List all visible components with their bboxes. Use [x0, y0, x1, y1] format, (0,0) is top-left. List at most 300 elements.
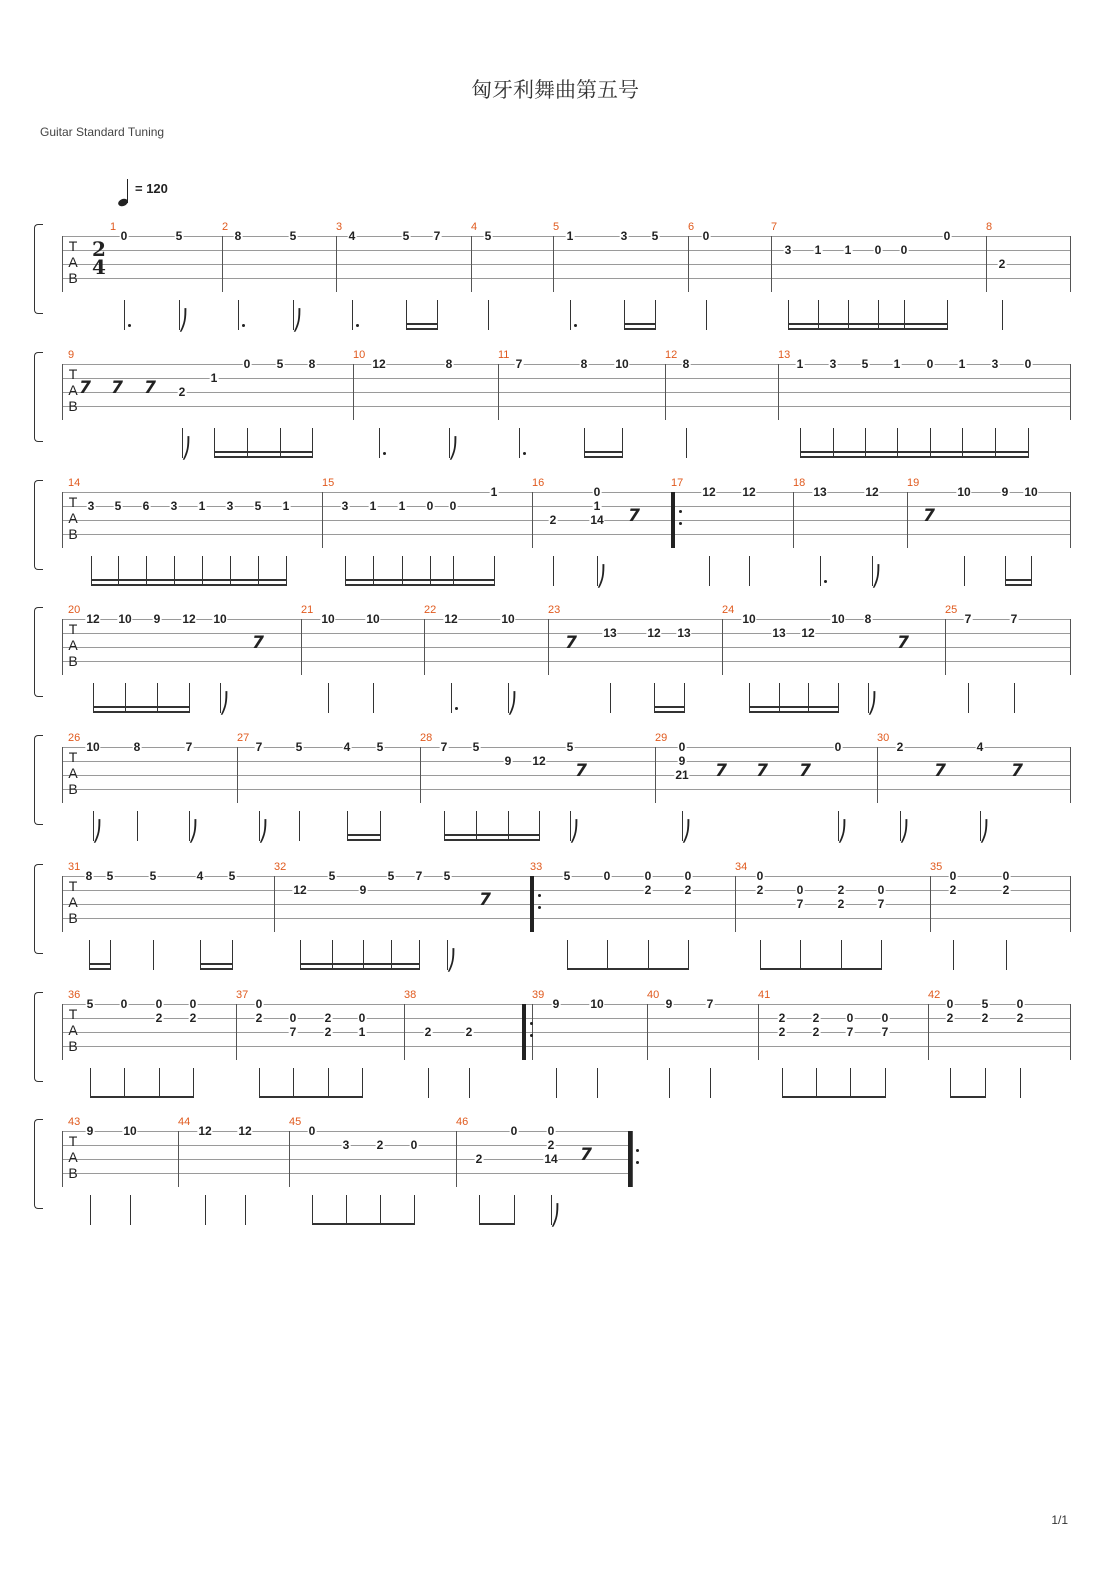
tab-system	[0, 350, 1110, 470]
measure-number: 11	[498, 349, 510, 361]
note-stem	[684, 683, 685, 713]
note-stem	[567, 940, 568, 970]
measure-number: 37	[236, 989, 249, 1001]
flag-icon: ⎠	[448, 436, 458, 460]
note-stem	[686, 428, 687, 458]
fret-number: 9	[86, 1124, 94, 1138]
bar-line	[632, 1131, 633, 1187]
note-stem	[93, 683, 94, 713]
note-stem	[238, 300, 239, 330]
fret-number: 0	[426, 499, 434, 513]
tab-string-line	[62, 918, 1070, 919]
fret-number: 7	[1010, 612, 1018, 626]
flag-icon: ⎠	[181, 436, 191, 460]
beam	[347, 834, 381, 836]
fret-number: 10	[1024, 485, 1038, 499]
beam	[800, 456, 1029, 458]
rest-icon: 7	[575, 761, 587, 781]
tuning-label: Guitar Standard Tuning	[40, 125, 165, 139]
tab-clef-letter: B	[68, 1165, 78, 1181]
bar-line	[404, 1004, 405, 1060]
measure-number: 41	[758, 989, 771, 1001]
measure-number: 38	[404, 989, 417, 1001]
tab-clef-letter: B	[68, 526, 78, 542]
note-stem	[110, 940, 111, 970]
fret-number: 1	[814, 243, 822, 257]
note-stem	[655, 300, 656, 330]
tab-clef-letter: T	[68, 621, 78, 637]
note-stem	[451, 683, 452, 713]
note-stem	[841, 940, 842, 970]
fret-number: 2	[812, 1025, 820, 1039]
repeat-dot	[530, 1022, 533, 1025]
rest-icon: 7	[1011, 761, 1023, 781]
bar-line	[336, 236, 337, 292]
note-stem	[808, 683, 809, 713]
note-stem	[430, 556, 431, 586]
fret-number: 7	[185, 740, 193, 754]
duration-dot	[523, 452, 526, 455]
fret-number: 0	[678, 740, 686, 754]
bar-line	[877, 747, 878, 803]
repeat-bar	[628, 1131, 632, 1187]
fret-number: 5	[402, 229, 410, 243]
time-signature-top: 2	[92, 237, 106, 261]
beam	[749, 706, 839, 708]
tab-clef	[66, 1006, 80, 1054]
note-stem	[402, 556, 403, 586]
fret-number: 1	[198, 499, 206, 513]
note-stem	[848, 300, 849, 330]
measure-number: 19	[907, 477, 920, 489]
fret-number: 5	[228, 869, 236, 883]
fret-number: 0	[846, 1011, 854, 1025]
note-stem	[146, 556, 147, 586]
measure-number: 31	[68, 861, 81, 873]
fret-number: 3	[991, 357, 999, 371]
note-stem	[749, 556, 750, 586]
note-stem	[258, 556, 259, 586]
measure-number: 36	[68, 989, 81, 1001]
beam	[444, 839, 540, 841]
fret-number: 7	[415, 869, 423, 883]
fret-number: 7	[796, 897, 804, 911]
measure-number: 26	[68, 732, 81, 744]
note-stem	[818, 300, 819, 330]
note-stem	[124, 300, 125, 330]
note-stem	[607, 940, 608, 970]
fret-number: 12	[647, 626, 661, 640]
duration-dot	[383, 452, 386, 455]
note-stem	[760, 940, 761, 970]
note-stem	[833, 428, 834, 458]
measure-number: 8	[986, 221, 993, 233]
tab-string-line	[62, 506, 1070, 507]
beam	[345, 579, 495, 581]
fret-number: 10	[590, 997, 604, 1011]
repeat-bar	[530, 876, 534, 932]
fret-number: 12	[293, 883, 307, 897]
system-start-bar	[62, 1004, 63, 1060]
system-brace	[34, 224, 43, 314]
note-stem	[379, 428, 380, 458]
repeat-bar	[522, 1004, 526, 1060]
beam	[584, 451, 623, 453]
bar-line	[237, 747, 238, 803]
bar-line	[793, 492, 794, 548]
fret-number: 1	[282, 499, 290, 513]
measure-number: 24	[722, 604, 735, 616]
repeat-dot	[679, 522, 682, 525]
fret-number: 10	[213, 612, 227, 626]
duration-dot	[356, 324, 359, 327]
note-stem	[519, 428, 520, 458]
tab-clef-letter: B	[68, 781, 78, 797]
tab-clef-letter: A	[68, 382, 78, 398]
fret-number: 5	[387, 869, 395, 883]
note-stem	[373, 683, 374, 713]
measure-number: 34	[735, 861, 748, 873]
tab-system	[0, 1117, 1110, 1237]
note-stem	[539, 811, 540, 841]
note-stem	[950, 1068, 951, 1098]
tab-system	[0, 990, 1110, 1110]
beam	[345, 584, 495, 586]
bar-line	[498, 364, 499, 420]
beam	[91, 579, 287, 581]
tab-clef-letter: T	[68, 878, 78, 894]
measure-number: 46	[456, 1116, 469, 1128]
fret-number: 1	[593, 499, 601, 513]
duration-dot	[128, 324, 131, 327]
fret-number: 0	[796, 883, 804, 897]
fret-number: 2	[778, 1025, 786, 1039]
note-stem	[157, 683, 158, 713]
fret-number: 0	[1024, 357, 1032, 371]
fret-number: 3	[226, 499, 234, 513]
note-stem	[985, 1068, 986, 1098]
note-stem	[444, 811, 445, 841]
fret-number: 5	[651, 229, 659, 243]
fret-number: 2	[837, 897, 845, 911]
beam	[93, 706, 190, 708]
fret-number: 5	[484, 229, 492, 243]
beam	[624, 328, 656, 330]
repeat-dot	[636, 1149, 639, 1152]
bar-line	[1070, 492, 1071, 548]
measure-number: 3	[336, 221, 343, 233]
flag-icon: ⎠	[178, 308, 188, 332]
fret-number: 7	[515, 357, 523, 371]
bar-line	[778, 364, 779, 420]
fret-number: 10	[321, 612, 335, 626]
bar-line	[722, 619, 723, 675]
note-stem	[788, 300, 789, 330]
fret-number: 12	[238, 1124, 252, 1138]
measure-number: 12	[665, 349, 678, 361]
rest-icon: 7	[628, 506, 640, 526]
fret-number: 5	[106, 869, 114, 883]
note-stem	[362, 1068, 363, 1098]
tab-clef-letter: T	[68, 494, 78, 510]
fret-number: 0	[189, 997, 197, 1011]
note-stem	[91, 556, 92, 586]
note-stem	[205, 1195, 206, 1225]
measure-number: 39	[532, 989, 545, 1001]
note-stem	[193, 1068, 194, 1098]
note-stem	[1006, 940, 1007, 970]
fret-number: 0	[603, 869, 611, 883]
fret-number: 1	[796, 357, 804, 371]
tab-clef	[66, 1133, 80, 1181]
measure-number: 25	[945, 604, 958, 616]
fret-number: 2	[549, 513, 557, 527]
rest-icon: 7	[111, 378, 123, 398]
note-stem	[800, 428, 801, 458]
beam	[214, 456, 313, 458]
tab-system	[0, 733, 1110, 853]
fret-number: 3	[87, 499, 95, 513]
note-stem	[153, 940, 154, 970]
note-stem	[286, 556, 287, 586]
measure-number: 6	[688, 221, 695, 233]
note-stem	[782, 1068, 783, 1098]
fret-number: 5	[254, 499, 262, 513]
flag-icon: ⎠	[569, 819, 579, 843]
note-stem	[1031, 556, 1032, 586]
measure-number: 15	[322, 477, 335, 489]
note-stem	[654, 683, 655, 713]
bar-line	[688, 236, 689, 292]
fret-number: 3	[620, 229, 628, 243]
note-stem	[124, 1068, 125, 1098]
tab-system	[0, 222, 1110, 342]
note-stem	[508, 811, 509, 841]
note-stem	[200, 940, 201, 970]
beam	[300, 963, 420, 965]
fret-number: 0	[949, 869, 957, 883]
rest-icon: 7	[934, 761, 946, 781]
measure-number: 20	[68, 604, 81, 616]
fret-number: 0	[1002, 869, 1010, 883]
fret-number: 7	[877, 897, 885, 911]
note-stem	[968, 683, 969, 713]
beam	[91, 584, 287, 586]
note-stem	[189, 683, 190, 713]
fret-number: 10	[118, 612, 132, 626]
fret-number: 0	[900, 243, 908, 257]
system-start-bar	[62, 619, 63, 675]
fret-number: 5	[981, 997, 989, 1011]
measure-number: 33	[530, 861, 543, 873]
fret-number: 2	[475, 1152, 483, 1166]
measure-number: 30	[877, 732, 890, 744]
fret-number: 10	[615, 357, 629, 371]
bar-line	[471, 236, 472, 292]
fret-number: 2	[424, 1025, 432, 1039]
note-stem	[669, 1068, 670, 1098]
note-stem	[453, 556, 454, 586]
measure-number: 23	[548, 604, 561, 616]
tab-string-line	[62, 775, 1070, 776]
measure-number: 28	[420, 732, 433, 744]
fret-number: 2	[684, 883, 692, 897]
fret-number: 13	[772, 626, 786, 640]
bar-line	[420, 747, 421, 803]
measure-number: 5	[553, 221, 560, 233]
flag-icon: ⎠	[258, 819, 268, 843]
tab-string-line	[62, 661, 1070, 662]
note-stem	[230, 556, 231, 586]
fret-number: 9	[504, 754, 512, 768]
note-stem	[380, 1195, 381, 1225]
bar-line	[907, 492, 908, 548]
note-stem	[1014, 683, 1015, 713]
note-stem	[476, 811, 477, 841]
tab-string-line	[62, 364, 1070, 365]
rest-icon: 7	[923, 506, 935, 526]
beam	[567, 968, 689, 970]
fret-number: 0	[926, 357, 934, 371]
note-stem	[328, 683, 329, 713]
fret-number: 10	[957, 485, 971, 499]
bar-line	[655, 747, 656, 803]
fret-number: 1	[958, 357, 966, 371]
system-brace	[34, 480, 43, 570]
fret-number: 0	[547, 1124, 555, 1138]
system-brace	[34, 992, 43, 1082]
fret-number: 5	[861, 357, 869, 371]
fret-number: 7	[255, 740, 263, 754]
fret-number: 12	[702, 485, 716, 499]
fret-number: 9	[153, 612, 161, 626]
note-stem	[624, 300, 625, 330]
beam	[479, 1223, 515, 1225]
note-stem	[137, 811, 138, 841]
beam	[788, 323, 948, 325]
system-start-bar	[62, 364, 63, 420]
fret-number: 0	[1016, 997, 1024, 1011]
tab-clef-letter: B	[68, 398, 78, 414]
tab-clef-letter: B	[68, 910, 78, 926]
note-stem	[706, 300, 707, 330]
note-stem	[688, 940, 689, 970]
bar-line	[771, 236, 772, 292]
fret-number: 10	[86, 740, 100, 754]
rest-icon: 7	[715, 761, 727, 781]
time-signature	[92, 237, 106, 279]
fret-number: 5	[563, 869, 571, 883]
beam	[214, 451, 313, 453]
note-stem	[174, 556, 175, 586]
tab-string-line	[62, 1046, 1070, 1047]
fret-number: 21	[675, 768, 689, 782]
note-stem	[610, 683, 611, 713]
tab-string-line	[62, 761, 1070, 762]
measure-number: 13	[778, 349, 791, 361]
tab-string-line	[62, 264, 1070, 265]
fret-number: 1	[490, 485, 498, 499]
note-stem	[953, 940, 954, 970]
bar-line	[1070, 1004, 1071, 1060]
fret-number: 2	[756, 883, 764, 897]
note-stem	[570, 300, 571, 330]
bar-line	[424, 619, 425, 675]
fret-number: 13	[813, 485, 827, 499]
tab-clef-letter: A	[68, 510, 78, 526]
tab-clef-letter: A	[68, 637, 78, 653]
fret-number: 2	[376, 1138, 384, 1152]
bar-line	[986, 236, 987, 292]
fret-number: 3	[342, 1138, 350, 1152]
flag-icon: ⎠	[596, 564, 606, 588]
measure-number: 2	[222, 221, 229, 233]
fret-number: 2	[155, 1011, 163, 1025]
fret-number: 0	[881, 1011, 889, 1025]
bar-line	[735, 876, 736, 932]
fret-number: 5	[114, 499, 122, 513]
note-stem	[232, 940, 233, 970]
note-stem	[556, 1068, 557, 1098]
bar-line	[274, 876, 275, 932]
fret-number: 7	[440, 740, 448, 754]
fret-number: 0	[289, 1011, 297, 1025]
flag-icon: ⎠	[92, 819, 102, 843]
fret-number: 12	[865, 485, 879, 499]
beam	[89, 968, 111, 970]
note-stem	[300, 940, 301, 970]
beam	[406, 323, 438, 325]
flag-icon: ⎠	[188, 819, 198, 843]
rest-icon: 7	[252, 633, 264, 653]
note-stem	[247, 428, 248, 458]
fret-number: 0	[877, 883, 885, 897]
rest-icon: 7	[565, 633, 577, 653]
note-stem	[125, 683, 126, 713]
bar-line	[647, 1004, 648, 1060]
note-stem	[346, 1195, 347, 1225]
note-stem	[479, 1195, 480, 1225]
fret-number: 4	[343, 740, 351, 754]
note-stem	[897, 428, 898, 458]
note-stem	[293, 1068, 294, 1098]
fret-number: 2	[778, 1011, 786, 1025]
rest-icon: 7	[897, 633, 909, 653]
fret-number: 1	[398, 499, 406, 513]
note-stem	[391, 940, 392, 970]
note-stem	[553, 556, 554, 586]
flag-icon: ⎠	[292, 308, 302, 332]
bar-line	[301, 619, 302, 675]
note-stem	[90, 1068, 91, 1098]
system-start-bar	[62, 1131, 63, 1187]
tab-clef-letter: A	[68, 1022, 78, 1038]
fret-number: 5	[443, 869, 451, 883]
time-signature-bottom: 4	[92, 255, 106, 279]
fret-number: 0	[644, 869, 652, 883]
tab-string-line	[62, 1004, 1070, 1005]
rest-icon: 7	[580, 1145, 592, 1165]
tab-system	[0, 478, 1110, 598]
beam	[584, 456, 623, 458]
beam	[1005, 579, 1032, 581]
fret-number: 8	[580, 357, 588, 371]
note-stem	[964, 556, 965, 586]
tab-clef-letter: T	[68, 749, 78, 765]
tab-string-line	[62, 392, 1070, 393]
rest-icon: 7	[756, 761, 768, 781]
tab-clef	[66, 621, 80, 669]
